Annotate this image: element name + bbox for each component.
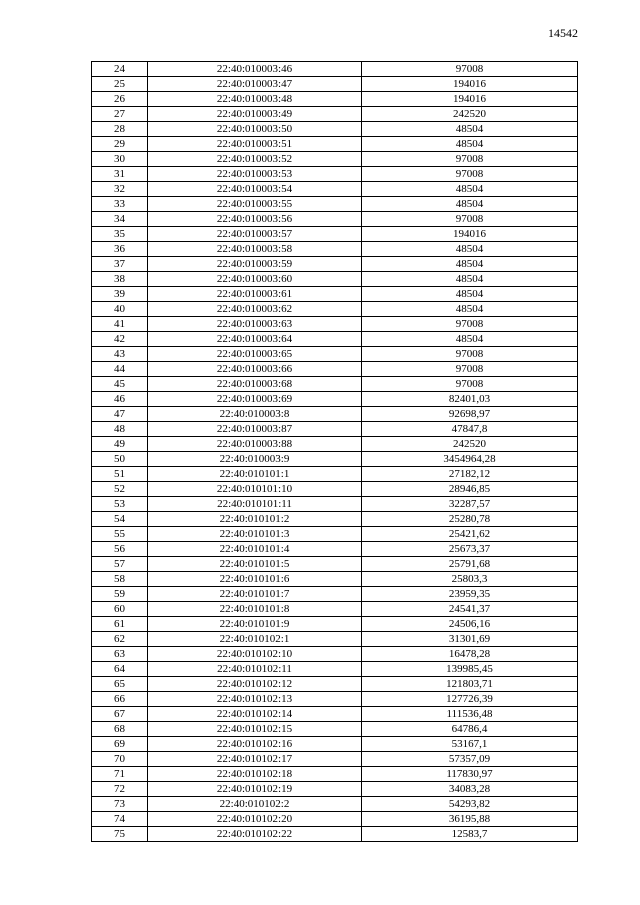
table-row (92, 122, 578, 137)
row-number-cell: 32 (92, 182, 148, 197)
value-cell: 28946,85 (362, 482, 578, 497)
cadastral-number-cell: 22:40:010003:46 (148, 62, 362, 77)
row-number-cell: 42 (92, 332, 148, 347)
row-number-cell: 51 (92, 467, 148, 482)
cadastral-number-cell: 22:40:010003:48 (148, 92, 362, 107)
row-number-cell: 41 (92, 317, 148, 332)
cadastral-number-cell: 22:40:010003:49 (148, 107, 362, 122)
value-cell: 31301,69 (362, 632, 578, 647)
row-number-cell: 34 (92, 212, 148, 227)
cadastral-number-cell: 22:40:010101:10 (148, 482, 362, 497)
cadastral-value-table (91, 61, 578, 842)
cadastral-number-cell: 22:40:010102:20 (148, 812, 362, 827)
table-row (92, 287, 578, 302)
cadastral-number-cell: 22:40:010003:59 (148, 257, 362, 272)
value-cell: 117830,97 (362, 767, 578, 782)
value-cell: 48504 (362, 197, 578, 212)
row-number-cell: 26 (92, 92, 148, 107)
table-row (92, 677, 578, 692)
table-row (92, 767, 578, 782)
cadastral-number-cell: 22:40:010003:64 (148, 332, 362, 347)
cadastral-number-cell: 22:40:010101:5 (148, 557, 362, 572)
row-number-cell: 31 (92, 167, 148, 182)
table-row (92, 437, 578, 452)
table-row (92, 827, 578, 842)
row-number-cell: 64 (92, 662, 148, 677)
row-number-cell: 63 (92, 647, 148, 662)
value-cell: 92698,97 (362, 407, 578, 422)
value-cell: 25803,3 (362, 572, 578, 587)
cadastral-number-cell: 22:40:010101:9 (148, 617, 362, 632)
value-cell: 25280,78 (362, 512, 578, 527)
table-row (92, 152, 578, 167)
row-number-cell: 69 (92, 737, 148, 752)
table-row (92, 257, 578, 272)
row-number-cell: 47 (92, 407, 148, 422)
row-number-cell: 29 (92, 137, 148, 152)
value-cell: 48504 (362, 272, 578, 287)
cadastral-number-cell: 22:40:010003:51 (148, 137, 362, 152)
value-cell: 25421,62 (362, 527, 578, 542)
table-row (92, 92, 578, 107)
table-row (92, 77, 578, 92)
value-cell: 48504 (362, 332, 578, 347)
cadastral-number-cell: 22:40:010102:1 (148, 632, 362, 647)
value-cell: 97008 (362, 212, 578, 227)
value-cell: 139985,45 (362, 662, 578, 677)
cadastral-number-cell: 22:40:010003:66 (148, 362, 362, 377)
table-row (92, 497, 578, 512)
row-number-cell: 58 (92, 572, 148, 587)
value-cell: 111536,48 (362, 707, 578, 722)
row-number-cell: 33 (92, 197, 148, 212)
value-cell: 48504 (362, 122, 578, 137)
cadastral-number-cell: 22:40:010102:19 (148, 782, 362, 797)
value-cell: 97008 (362, 362, 578, 377)
table-row (92, 182, 578, 197)
cadastral-number-cell: 22:40:010003:56 (148, 212, 362, 227)
table-row (92, 452, 578, 467)
row-number-cell: 54 (92, 512, 148, 527)
value-cell: 194016 (362, 77, 578, 92)
cadastral-number-cell: 22:40:010003:53 (148, 167, 362, 182)
table-row (92, 662, 578, 677)
table-row (92, 572, 578, 587)
cadastral-number-cell: 22:40:010101:8 (148, 602, 362, 617)
row-number-cell: 24 (92, 62, 148, 77)
row-number-cell: 72 (92, 782, 148, 797)
table-row (92, 422, 578, 437)
cadastral-number-cell: 22:40:010101:2 (148, 512, 362, 527)
table-row (92, 107, 578, 122)
table-row (92, 512, 578, 527)
cadastral-number-cell: 22:40:010003:60 (148, 272, 362, 287)
table-row (92, 197, 578, 212)
table-row (92, 317, 578, 332)
value-cell: 48504 (362, 242, 578, 257)
table-row (92, 332, 578, 347)
cadastral-number-cell: 22:40:010101:3 (148, 527, 362, 542)
cadastral-number-cell: 22:40:010101:1 (148, 467, 362, 482)
table-row (92, 407, 578, 422)
table-row (92, 212, 578, 227)
cadastral-number-cell: 22:40:010003:62 (148, 302, 362, 317)
table-row (92, 797, 578, 812)
row-number-cell: 65 (92, 677, 148, 692)
row-number-cell: 37 (92, 257, 148, 272)
table-row (92, 617, 578, 632)
cadastral-number-cell: 22:40:010101:7 (148, 587, 362, 602)
cadastral-number-cell: 22:40:010102:22 (148, 827, 362, 842)
cadastral-number-cell: 22:40:010003:50 (148, 122, 362, 137)
page-number: 14542 (548, 26, 578, 40)
value-cell: 12583,7 (362, 827, 578, 842)
table-row (92, 392, 578, 407)
cadastral-number-cell: 22:40:010003:88 (148, 437, 362, 452)
row-number-cell: 61 (92, 617, 148, 632)
cadastral-number-cell: 22:40:010003:54 (148, 182, 362, 197)
row-number-cell: 45 (92, 377, 148, 392)
value-cell: 242520 (362, 107, 578, 122)
table-row (92, 557, 578, 572)
cadastral-number-cell: 22:40:010003:69 (148, 392, 362, 407)
table-row (92, 482, 578, 497)
row-number-cell: 25 (92, 77, 148, 92)
table-row (92, 347, 578, 362)
cadastral-number-cell: 22:40:010003:57 (148, 227, 362, 242)
value-cell: 48504 (362, 257, 578, 272)
row-number-cell: 39 (92, 287, 148, 302)
value-cell: 121803,71 (362, 677, 578, 692)
table-row (92, 737, 578, 752)
value-cell: 36195,88 (362, 812, 578, 827)
table-row (92, 782, 578, 797)
row-number-cell: 59 (92, 587, 148, 602)
table-row (92, 587, 578, 602)
cadastral-number-cell: 22:40:010003:61 (148, 287, 362, 302)
value-cell: 48504 (362, 182, 578, 197)
row-number-cell: 67 (92, 707, 148, 722)
value-cell: 16478,28 (362, 647, 578, 662)
row-number-cell: 46 (92, 392, 148, 407)
cadastral-number-cell: 22:40:010102:18 (148, 767, 362, 782)
cadastral-number-cell: 22:40:010102:15 (148, 722, 362, 737)
value-cell: 24541,37 (362, 602, 578, 617)
row-number-cell: 55 (92, 527, 148, 542)
table-row (92, 527, 578, 542)
row-number-cell: 52 (92, 482, 148, 497)
cadastral-number-cell: 22:40:010101:4 (148, 542, 362, 557)
value-cell: 54293,82 (362, 797, 578, 812)
row-number-cell: 73 (92, 797, 148, 812)
value-cell: 27182,12 (362, 467, 578, 482)
table-row (92, 272, 578, 287)
cadastral-number-cell: 22:40:010102:12 (148, 677, 362, 692)
value-cell: 82401,03 (362, 392, 578, 407)
row-number-cell: 75 (92, 827, 148, 842)
cadastral-number-cell: 22:40:010003:8 (148, 407, 362, 422)
cadastral-number-cell: 22:40:010101:11 (148, 497, 362, 512)
cadastral-number-cell: 22:40:010003:63 (148, 317, 362, 332)
value-cell: 47847,8 (362, 422, 578, 437)
value-cell: 97008 (362, 167, 578, 182)
table-row (92, 722, 578, 737)
cadastral-number-cell: 22:40:010003:58 (148, 242, 362, 257)
row-number-cell: 30 (92, 152, 148, 167)
row-number-cell: 35 (92, 227, 148, 242)
value-cell: 97008 (362, 62, 578, 77)
cadastral-number-cell: 22:40:010101:6 (148, 572, 362, 587)
row-number-cell: 40 (92, 302, 148, 317)
value-cell: 97008 (362, 377, 578, 392)
table-row (92, 752, 578, 767)
cadastral-number-cell: 22:40:010102:13 (148, 692, 362, 707)
value-cell: 57357,09 (362, 752, 578, 767)
row-number-cell: 43 (92, 347, 148, 362)
cadastral-number-cell: 22:40:010003:87 (148, 422, 362, 437)
row-number-cell: 44 (92, 362, 148, 377)
cadastral-number-cell: 22:40:010003:55 (148, 197, 362, 212)
table-row (92, 242, 578, 257)
row-number-cell: 62 (92, 632, 148, 647)
table-row (92, 227, 578, 242)
value-cell: 53167,1 (362, 737, 578, 752)
row-number-cell: 70 (92, 752, 148, 767)
row-number-cell: 36 (92, 242, 148, 257)
value-cell: 97008 (362, 317, 578, 332)
value-cell: 97008 (362, 152, 578, 167)
table-row (92, 377, 578, 392)
row-number-cell: 71 (92, 767, 148, 782)
value-cell: 194016 (362, 92, 578, 107)
table-row (92, 647, 578, 662)
row-number-cell: 50 (92, 452, 148, 467)
cadastral-number-cell: 22:40:010102:14 (148, 707, 362, 722)
value-cell: 64786,4 (362, 722, 578, 737)
cadastral-number-cell: 22:40:010102:17 (148, 752, 362, 767)
cadastral-number-cell: 22:40:010102:2 (148, 797, 362, 812)
cadastral-number-cell: 22:40:010003:68 (148, 377, 362, 392)
row-number-cell: 38 (92, 272, 148, 287)
row-number-cell: 66 (92, 692, 148, 707)
table-row (92, 692, 578, 707)
table-row (92, 167, 578, 182)
value-cell: 3454964,28 (362, 452, 578, 467)
table-row (92, 362, 578, 377)
value-cell: 23959,35 (362, 587, 578, 602)
value-cell: 242520 (362, 437, 578, 452)
table-row (92, 812, 578, 827)
table-row (92, 62, 578, 77)
value-cell: 194016 (362, 227, 578, 242)
row-number-cell: 57 (92, 557, 148, 572)
value-cell: 48504 (362, 302, 578, 317)
value-cell: 48504 (362, 287, 578, 302)
row-number-cell: 60 (92, 602, 148, 617)
value-cell: 97008 (362, 347, 578, 362)
row-number-cell: 56 (92, 542, 148, 557)
value-cell: 127726,39 (362, 692, 578, 707)
table-row (92, 467, 578, 482)
value-cell: 24506,16 (362, 617, 578, 632)
table-row (92, 542, 578, 557)
row-number-cell: 28 (92, 122, 148, 137)
row-number-cell: 48 (92, 422, 148, 437)
row-number-cell: 74 (92, 812, 148, 827)
value-cell: 25791,68 (362, 557, 578, 572)
cadastral-number-cell: 22:40:010003:9 (148, 452, 362, 467)
table-row (92, 602, 578, 617)
table-row (92, 707, 578, 722)
row-number-cell: 68 (92, 722, 148, 737)
value-cell: 48504 (362, 137, 578, 152)
cadastral-number-cell: 22:40:010102:11 (148, 662, 362, 677)
row-number-cell: 49 (92, 437, 148, 452)
value-cell: 34083,28 (362, 782, 578, 797)
table-row (92, 302, 578, 317)
row-number-cell: 27 (92, 107, 148, 122)
value-cell: 32287,57 (362, 497, 578, 512)
cadastral-number-cell: 22:40:010102:10 (148, 647, 362, 662)
cadastral-number-cell: 22:40:010003:47 (148, 77, 362, 92)
cadastral-number-cell: 22:40:010102:16 (148, 737, 362, 752)
table-row (92, 632, 578, 647)
table-body (92, 62, 578, 842)
value-cell: 25673,37 (362, 542, 578, 557)
cadastral-number-cell: 22:40:010003:65 (148, 347, 362, 362)
cadastral-number-cell: 22:40:010003:52 (148, 152, 362, 167)
row-number-cell: 53 (92, 497, 148, 512)
table-row (92, 137, 578, 152)
